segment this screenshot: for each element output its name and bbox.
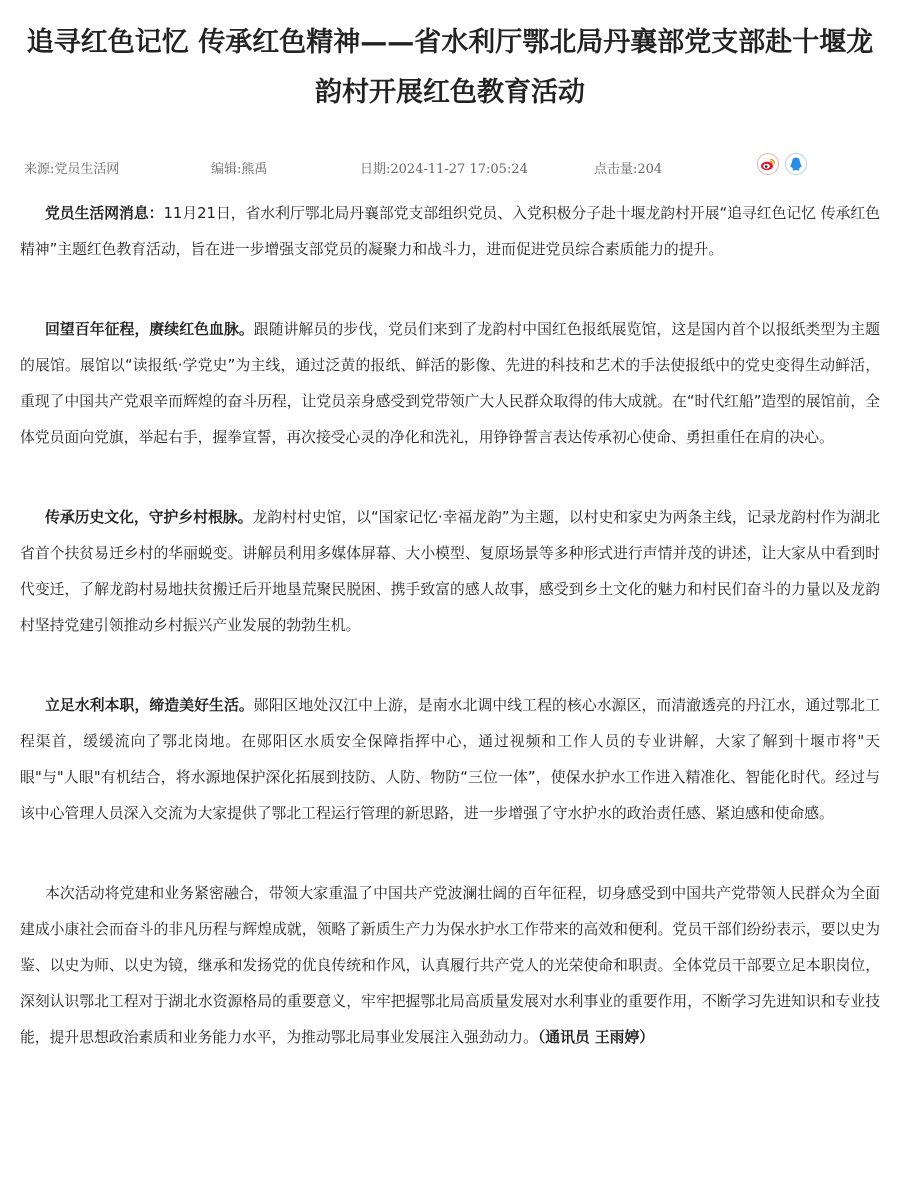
meta-source: 来源:党员生活网 bbox=[24, 162, 120, 177]
paragraph-lead: 传承历史文化，守护乡村根脉。 bbox=[45, 509, 253, 526]
meta-date: 日期:2024-11-27 17:05:24 bbox=[360, 162, 528, 177]
paragraph-lead: 回望百年征程，赓续红色血脉。 bbox=[45, 321, 254, 338]
paragraph-lead: 党员生活网消息： bbox=[45, 205, 164, 222]
paragraph-text: 龙韵村村史馆，以“国家记忆·幸福龙韵”为主题，以村史和家史为两条主线，记录龙韵村作为湖北省首个扶贫易迁乡村的华丽蜕变。讲解员利用多媒体屏幕、大小模型、复原场景等多种形式进行声情并茂的讲述，让大家从中看到时代变迁，了解龙韵村易地扶贫搬迁后开地垦荒聚民脱困、携手致富的感人故事，感受到乡土文化的魅力和村民们奋斗的力量以及龙韵村坚持党建引领推动乡村振兴产业发展的勃勃生机。 bbox=[20, 509, 880, 634]
article-paragraph bbox=[20, 500, 880, 644]
article-paragraph bbox=[20, 876, 880, 1056]
weibo-icon[interactable] bbox=[757, 153, 779, 175]
article-paragraph bbox=[20, 688, 880, 832]
share-buttons bbox=[757, 153, 807, 175]
paragraph-lead: 立足水利本职，缔造美好生活。 bbox=[45, 697, 254, 714]
paragraph-text: 11月21日，省水利厅鄂北局丹襄部党支部组织党员、入党积极分子赴十堰龙韵村开展“追寻红色记忆 传承红色精神”主题红色教育活动，旨在进一步增强支部党员的凝聚力和战斗力，进而促进党员综合素质能力的提升。 bbox=[20, 205, 880, 258]
paragraph-text: 郧阳区地处汉江中上游，是南水北调中线工程的核心水源区，而清澈透亮的丹江水，通过鄂北工程渠首，缓缓流向了鄂北岗地。在郧阳区水质安全保障指挥中心，通过视频和工作人员的专业讲解，大家了解到十堰市将"天眼"与"人眼"有机结合，将水源地保护深化拓展到技防、人防、物防“三位一体”，使保水护水工作进入精准化、智能化时代。经过与该中心管理人员深入交流为大家提供了鄂北工程运行管理的新思路，进一步增强了守水护水的政治责任感、紧迫感和使命感。 bbox=[20, 697, 880, 822]
paragraph-text: 本次活动将党建和业务紧密融合，带领大家重温了中国共产党波澜壮阔的百年征程，切身感受到中国共产党带领人民群众为全面建成小康社会而奋斗的非凡历程与辉煌成就，领略了新质生产力为保水护水工作带来的高效和便利。党员干部们纷纷表示，要以史为鉴、以史为师、以史为镜，继承和发扬党的优良传统和作风，认真履行共产党人的光荣使命和职责。全体党员干部要立足本职岗位，深刻认识鄂北工程对于湖北水资源格局的重要意义，牢牢把握鄂北局高质量发展对水利事业的重要作用，不断学习先进知识和专业技能，提升思想政治素质和业务能力水平，为推动鄂北局事业发展注入强劲动力。 bbox=[20, 885, 880, 1046]
article-body bbox=[20, 196, 880, 1100]
article-paragraph bbox=[20, 196, 880, 268]
qq-icon[interactable] bbox=[785, 153, 807, 175]
article-paragraph bbox=[20, 312, 880, 456]
article-meta bbox=[0, 146, 900, 186]
meta-hits: 点击量:204 bbox=[594, 162, 663, 177]
paragraph-text: 跟随讲解员的步伐，党员们来到了龙韵村中国红色报纸展览馆，这是国内首个以报纸类型为主题的展馆。展馆以“读报纸·学党史”为主线，通过泛黄的报纸、鲜活的影像、先进的科技和艺术的手法使报纸中的党史变得生动鲜活，重现了中国共产党艰辛而辉煌的奋斗历程，让党员亲身感受到党带领广大人民群众取得的伟大成就。在“时代红船”造型的展馆前，全体党员面向党旗，举起右手，握拳宣誓，再次接受心灵的净化和洗礼，用铮铮誓言表达传承初心使命、勇担重任在肩的决心。 bbox=[20, 321, 880, 446]
article-title: 追寻红色记忆 传承红色精神——省水利厅鄂北局丹襄部党支部赴十堰龙韵村开展红色教育活动 bbox=[26, 27, 874, 108]
reporter-credit: （通讯员 王雨婷） bbox=[537, 1029, 655, 1046]
meta-editor: 编辑:熊禹 bbox=[211, 162, 268, 177]
